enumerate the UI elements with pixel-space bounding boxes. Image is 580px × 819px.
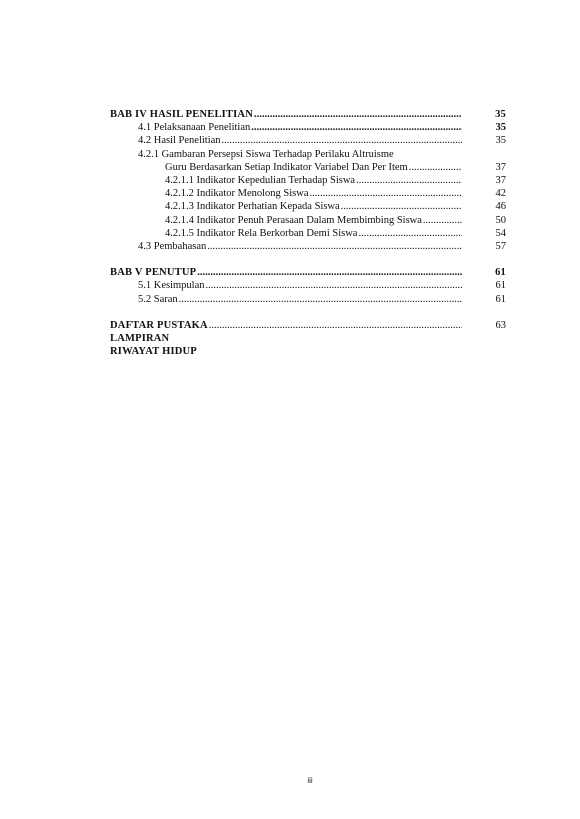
toc-entry-4-2-1-3[interactable]	[110, 200, 510, 213]
leader-dots	[341, 200, 462, 213]
toc-entry-5-1[interactable]	[110, 279, 510, 292]
toc-entry-label: Guru Berdasarkan Setiap Indikator Variabel Dan Per Item	[165, 161, 408, 173]
table-of-contents	[110, 108, 510, 358]
toc-entry-page: 35	[495, 109, 506, 120]
toc-entry-label: 4.2.1 Gambaran Persepsi Siswa Terhadap Perilaku Altruisme	[138, 148, 394, 160]
leader-dots	[251, 121, 462, 134]
toc-entry-4-3[interactable]	[110, 240, 510, 253]
toc-entry-page: 57	[495, 241, 506, 253]
toc-entry-bab-iv[interactable]	[110, 108, 510, 121]
leader-dots	[207, 240, 462, 253]
toc-entry-label: 4.2.1.3 Indikator Perhatian Kepada Siswa	[165, 201, 340, 213]
leader-dots	[209, 319, 462, 332]
toc-entry-label: 5.2 Saran	[138, 293, 178, 305]
toc-entry-daftar-pustaka[interactable]	[110, 319, 510, 332]
toc-entry-label: 4.3 Pembahasan	[138, 241, 207, 253]
leader-dots	[206, 279, 463, 292]
toc-entry-page: 61	[495, 267, 506, 279]
toc-entry-label: 4.2.1.5 Indikator Rela Berkorban Demi Siswa	[165, 227, 358, 239]
toc-entry-4-2[interactable]	[110, 134, 510, 147]
toc-entry-page: 37	[495, 175, 506, 187]
toc-entry-label: DAFTAR PUSTAKA	[110, 319, 208, 331]
leader-dots	[409, 161, 462, 174]
leader-dots	[197, 266, 462, 279]
toc-entry-page: 35	[495, 122, 506, 134]
toc-entry-page: 61	[495, 280, 506, 292]
toc-entry-page: 42	[495, 188, 506, 200]
toc-entry-label: BAB IV HASIL PENELITIAN	[110, 109, 253, 120]
toc-entry-label: 5.1 Kesimpulan	[138, 280, 205, 292]
toc-entry-page: 63	[495, 319, 506, 331]
toc-entry-page: 37	[495, 161, 506, 173]
leader-dots	[358, 227, 462, 240]
leader-dots	[356, 174, 462, 187]
toc-entry-page: 61	[495, 293, 506, 305]
toc-entry-label: RIWAYAT HIDUP	[110, 346, 197, 358]
toc-entry-label: 4.2 Hasil Penelitian	[138, 135, 221, 147]
toc-entry-4-2-1-4[interactable]	[110, 214, 510, 227]
leader-dots	[310, 187, 463, 200]
leader-dots	[254, 108, 462, 121]
toc-entry-5-2[interactable]	[110, 293, 510, 306]
toc-entry-4-2-1-2[interactable]	[110, 187, 510, 200]
toc-entry-label: 4.2.1.2 Indikator Menolong Siswa	[165, 188, 309, 200]
toc-entry-4-1[interactable]	[110, 121, 510, 134]
toc-entry-page: 46	[495, 201, 506, 213]
toc-entry-page: 35	[495, 135, 506, 147]
toc-entry-lampiran[interactable]	[110, 332, 510, 345]
toc-entry-4-2-1-line2[interactable]	[110, 161, 510, 174]
toc-entry-label: 4.2.1.1 Indikator Kepedulian Terhadap Siswa	[165, 175, 356, 187]
toc-entry-bab-v[interactable]	[110, 266, 510, 279]
leader-dots	[423, 214, 462, 227]
toc-entry-riwayat-hidup[interactable]	[110, 345, 510, 358]
toc-entry-label: 4.1 Pelaksanaan Penelitian	[138, 122, 251, 134]
leader-dots	[222, 134, 462, 147]
toc-entry-label: BAB V PENUTUP	[110, 267, 197, 279]
toc-entry-4-2-1-line1[interactable]	[110, 148, 510, 161]
toc-entry-4-2-1-1[interactable]	[110, 174, 510, 187]
toc-entry-label: LAMPIRAN	[110, 333, 170, 345]
toc-entry-page: 50	[495, 214, 506, 226]
toc-entry-page: 54	[495, 227, 506, 239]
toc-entry-label: 4.2.1.4 Indikator Penuh Perasaan Dalam Membimbing Siswa	[165, 214, 422, 226]
toc-entry-4-2-1-5[interactable]	[110, 227, 510, 240]
page-number: iii	[307, 776, 313, 785]
leader-dots	[179, 293, 462, 306]
